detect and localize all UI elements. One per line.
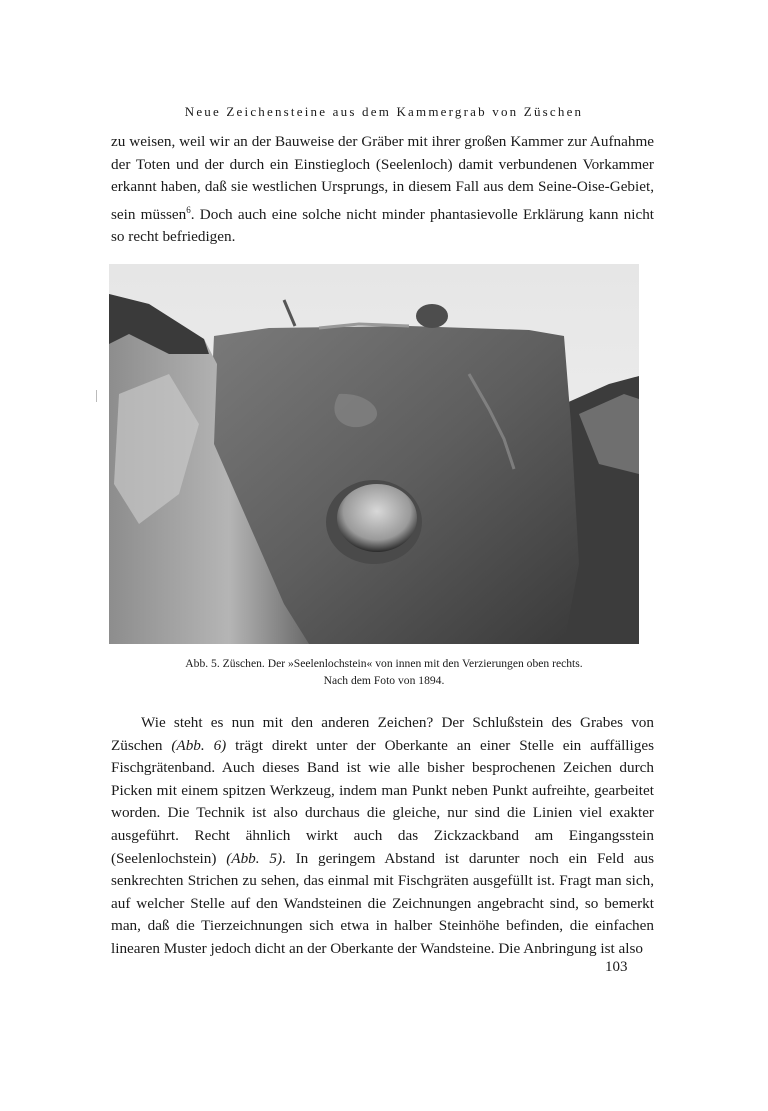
figure-caption: [0, 655, 768, 689]
footnote-reference: 6: [186, 204, 191, 215]
paragraph-2-text-1: Wie steht es nun mit den anderen Zeichen? Der Schlußstein des Grabes von Züschen: [111, 714, 654, 754]
stone-photo-illustration: [109, 264, 639, 644]
margin-mark: [96, 390, 97, 402]
paragraph-1: [111, 131, 654, 249]
paragraph-2: [111, 712, 654, 961]
soul-hole: [337, 484, 417, 552]
figure-reference-5: (Abb. 5): [226, 849, 282, 867]
figure-photo: [109, 264, 639, 644]
caption-line-1: Abb. 5. Züschen. Der »Seelenlochstein« von innen mit den Verzierungen oben rechts.: [185, 657, 583, 670]
paragraph-1-text-a: zu weisen, weil wir an der Bauweise der Gräber mit ihrer großen Kammer zur Aufnahme der Toten und der durch ein Einstiegloch (Seelenloch) damit verbundenen Vorkammer erkannt haben, daß sie westlichen Ursprungs, in diesem Fall aus dem Seine-Oise-Gebiet, sein müssen: [111, 133, 654, 223]
page-number: 103: [605, 959, 628, 975]
running-title: Neue Zeichensteine aus dem Kammergrab von Züschen: [184, 104, 584, 119]
caption-line-2: Nach dem Foto von 1894.: [323, 674, 445, 687]
figure-reference-6: (Abb. 6): [171, 736, 227, 754]
paragraph-1-text-b: . Doch auch eine solche nicht minder phantasievolle Erklärung kann nicht so recht befriedigen.: [111, 205, 655, 246]
paragraph-2-text-2: trägt direkt unter der Oberkante an einer Stelle ein auffälliges Fischgrätenband. Auch dieses Band ist wie alle bisher besprochenen Zeichen durch Picken mit einem spitzen Werkzeug, indem man Punkt neben Punkt aufreihte, gearbeitet worden. Die Technik ist also durchaus die gleiche, nur sind die Linien viel exakter ausgeführt. Recht ähnlich wirkt auch das Zickzackband am Eingangsstein (Seelenlochstein): [111, 736, 654, 867]
paragraph-2-text-3: . In geringem Abstand ist darunter noch ein Feld aus senkrechten Strichen zu sehen, das einmal mit Fischgräten ausgefüllt ist. Fragt man sich, auf welcher Stelle auf den Wandsteinen die Zeichnungen angebracht sind, so bemerkt man, daß die Tierzeichnungen sich etwa in halber Steinhöhe befinden, die einfachen linearen Muster jedoch dicht an der Oberkante der Wandsteine. Die Anbringung ist also: [111, 849, 654, 957]
boulder: [416, 304, 448, 328]
